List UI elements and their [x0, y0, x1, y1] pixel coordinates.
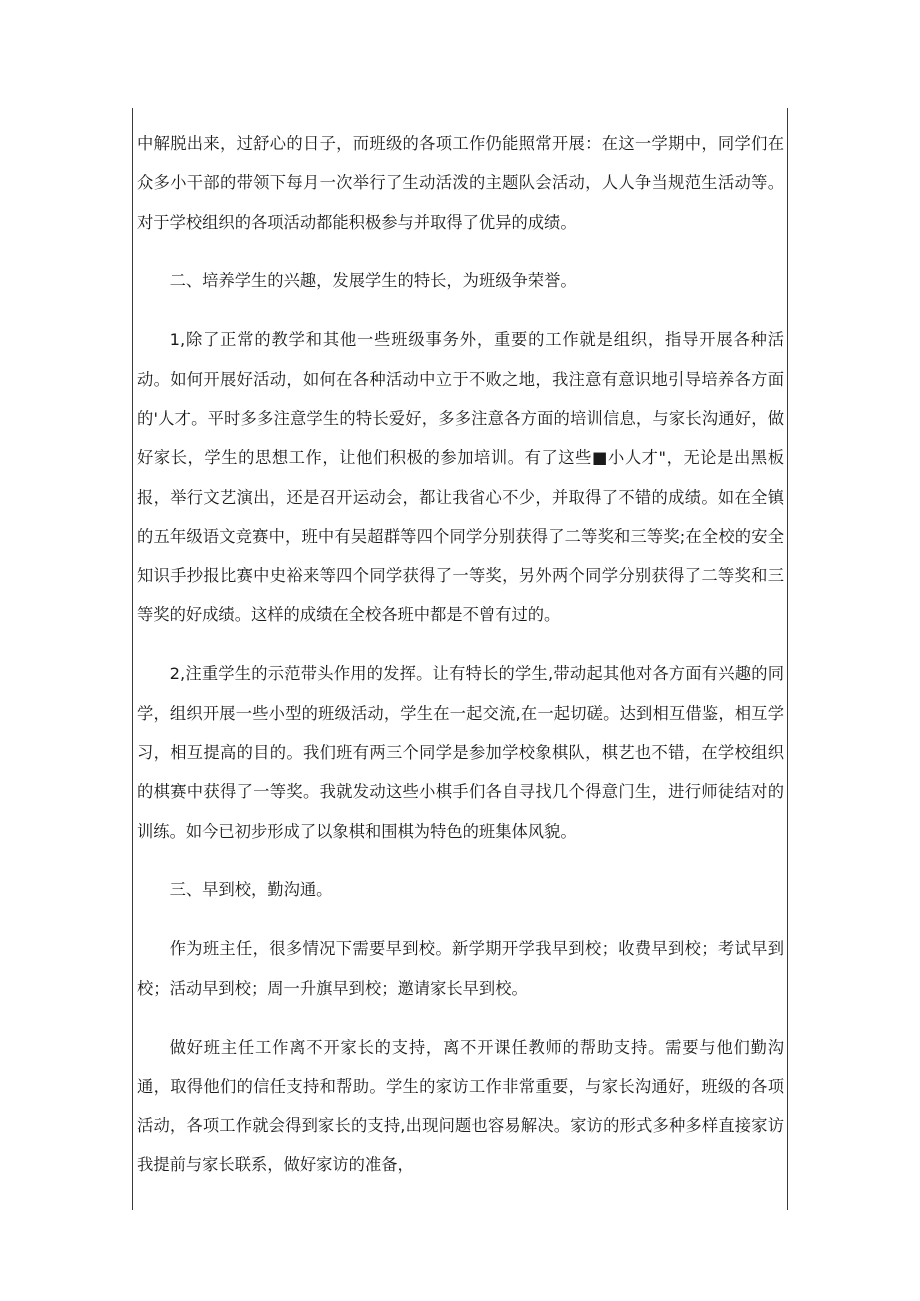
paragraph-early-arrival: 作为班主任，很多情况下需要早到校。新学期开学我早到校；收费早到校；考试早到校；活动早到校；周一升旗早到校；邀请家长早到校。	[137, 939, 784, 998]
section-heading-2: 二、培养学生的兴趣，发展学生的特长，为班级争荣誉。	[169, 271, 577, 291]
document-body	[137, 124, 784, 1185]
section-heading-3: 三、早到校，勤沟通。	[169, 880, 333, 900]
paragraph-communication: 做好班主任工作离不开家长的支持，离不开课任教师的帮助支持。需要与他们勤沟通，取得他们的信任支持和帮助。学生的家访工作非常重要，与家长沟通好，班级的各项活动，各项工作就会得到家长的支持,出现问题也容易解决。家访的形式多种多样直接家访我提前与家长联系，做好家访的准备，	[137, 1037, 784, 1175]
paragraph-role-models: 2,注重学生的示范带头作用的发挥。让有特长的学生,带动起其他对各方面有兴趣的同学，组织开展一些小型的班级活动，学生在一起交流,在一起切磋。达到相互借鉴，相互学习，相互提高的目的。我们班有两三个同学是参加学校象棋队，棋艺也不错，在学校组织的棋赛中获得了一等奖。我就发动这些小棋手们各自寻找几个得意门生，进行师徒结对的训练。如今已初步形成了以象棋和围棋为特色的班集体风貌。	[137, 664, 784, 841]
paragraph-activities: 1,除了正常的教学和其他一些班级事务外，重要的工作就是组织，指导开展各种活动。如何开展好活动，如何在各种活动中立于不败之地，我注意有意识地引导培养各方面的'人才。平时多多注意学生的特长爱好，多多注意各方面的培训信息，与家长沟通好，做好家长，学生的思想工作，让他们积极的参加培训。有了这些■小人才"，无论是出黑板报，举行文艺演出，还是召开运动会，都让我省心不少，并取得了不错的成绩。如在全镇的五年级语文竞赛中，班中有吴超群等四个同学分别获得了二等奖和三等奖;在全校的安全知识手抄报比赛中史裕来等四个同学获得了一等奖，另外两个同学分别获得了二等奖和三等奖的好成绩。这样的成绩在全校各班中都是不曾有过的。	[137, 330, 784, 625]
page-border-left	[132, 108, 133, 1210]
paragraph-continuation: 中解脱出来，过舒心的日子，而班级的各项工作仍能照常开展：在这一学期中，同学们在众多小干部的带领下每月一次举行了生动活泼的主题队会活动，人人争当规范生活动等。对于学校组织的各项活动都能积极参与并取得了优异的成绩。	[137, 134, 784, 232]
page-border-right	[787, 108, 788, 1210]
